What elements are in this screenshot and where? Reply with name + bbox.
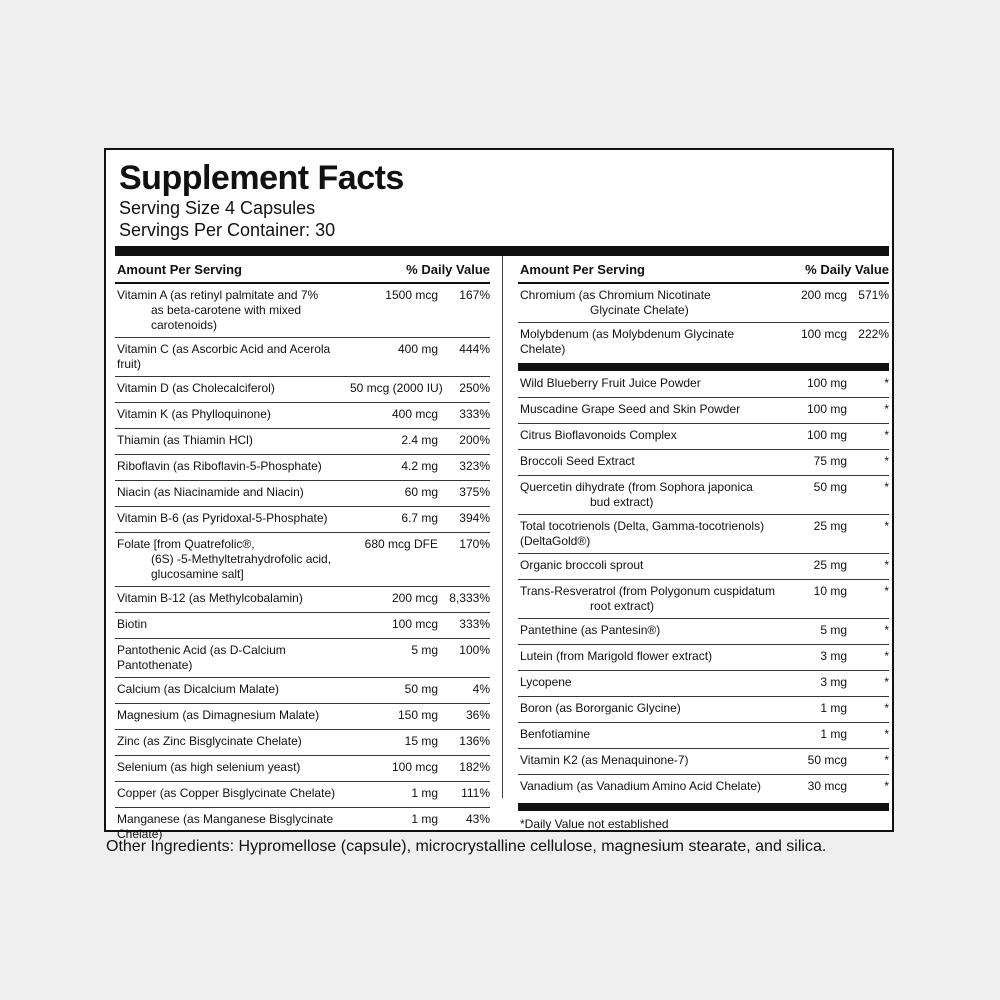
nutrient-name [520,584,777,614]
left-column [115,256,490,846]
nutrient-amount: 400 mcg [391,407,438,421]
nutrient-daily-value: 36% [465,708,490,722]
nutrient-name [117,342,350,372]
nutrient-label: Quercetin dihydrate (from Sophora japonica [520,480,753,494]
nutrient-name [117,734,350,749]
nutrient-row [115,730,490,756]
nutrient-amount: 100 mg [806,402,847,416]
nutrient-label: Vitamin B-12 (as Methylcobalamin) [117,591,303,605]
nutrient-row [518,723,889,749]
nutrient-name [520,675,777,690]
nutrient-daily-value: * [884,402,889,416]
nutrient-row [115,639,490,678]
nutrient-sublabel: root extract) [590,599,655,613]
nutrient-amount: 5 mg [820,623,847,637]
nutrient-amount: 50 mg [813,480,847,494]
nutrient-amount: 100 mcg [391,617,438,631]
amount-header: Amount Per Serving [520,261,645,277]
nutrient-label: Chromium (as Chromium Nicotinate [520,288,711,302]
nutrient-label: Manganese (as Manganese Bisglycinate Chelate) [117,812,334,841]
nutrient-amount: 1500 mcg [385,288,438,302]
column-divider [502,256,503,798]
nutrient-row [115,704,490,730]
nutrient-label: Organic broccoli sprout [520,558,644,572]
nutrient-name [520,454,777,469]
nutrient-name [520,753,777,768]
nutrient-label: Vitamin K2 (as Menaquinone-7) [520,753,689,767]
nutrient-amount: 6.7 mg [401,511,438,525]
nutrient-name [520,402,777,417]
nutrient-row [115,338,490,377]
nutrient-amount: 50 mg [404,682,438,696]
nutrient-label: Vitamin C (as Ascorbic Acid and Acerola fruit) [117,342,331,371]
nutrient-label: Broccoli Seed Extract [520,454,635,468]
nutrient-label: Molybdenum (as Molybdenum Glycinate Chelate) [520,327,735,356]
mid-divider-bar [518,363,889,371]
left-nutrient-list [115,284,490,846]
nutrient-row [115,284,490,338]
nutrient-name [117,407,350,422]
nutrient-daily-value: 4% [472,682,490,696]
nutrient-name [520,288,777,318]
serving-size: Serving Size 4 Capsules [119,198,316,218]
nutrient-label: Vitamin K (as Phylloquinone) [117,407,271,421]
bottom-divider-bar [518,803,889,811]
nutrient-name [117,617,350,632]
nutrient-name [117,485,350,500]
nutrient-name [117,459,350,474]
nutrient-amount: 1 mg [820,701,847,715]
nutrient-amount: 25 mg [813,558,847,572]
nutrient-amount: 60 mg [404,485,438,499]
nutrient-amount: 75 mg [813,454,847,468]
nutrient-name [520,327,777,357]
nutrient-row [115,613,490,639]
nutrient-amount: 25 mg [813,519,847,533]
nutrient-daily-value: * [884,623,889,637]
nutrient-row [115,481,490,507]
nutrient-name [520,376,777,391]
nutrient-label: Citrus Bioflavonoids Complex [520,428,677,442]
nutrient-name [117,591,350,606]
nutrient-name [520,727,777,742]
nutrient-row [518,398,889,424]
nutrient-row [115,429,490,455]
nutrient-daily-value: 111% [461,786,490,800]
nutrient-amount: 10 mg [813,584,847,598]
nutrient-label: Vanadium (as Vanadium Amino Acid Chelate) [520,779,762,793]
nutrient-row [518,424,889,450]
dv-footnote: *Daily Value not established [520,817,669,831]
right-column-header [518,256,889,284]
nutrient-row [518,580,889,619]
nutrient-label: Magnesium (as Dimagnesium Malate) [117,708,320,722]
nutrient-name [520,701,777,716]
nutrient-row [518,372,889,398]
nutrient-row [518,476,889,515]
nutrient-name [117,643,350,673]
nutrient-daily-value: * [884,649,889,663]
nutrient-daily-value: 8,333% [449,591,490,605]
nutrient-daily-value: * [884,727,889,741]
nutrient-name [520,623,777,638]
nutrient-name [520,779,777,794]
nutrient-daily-value: 200% [459,433,490,447]
nutrient-daily-value: * [884,428,889,442]
right-mineral-list [518,284,889,361]
nutrient-label: Vitamin D (as Cholecalciferol) [117,381,275,395]
nutrient-name [117,288,350,333]
nutrient-label: Copper (as Copper Bisglycinate Chelate) [117,786,336,800]
nutrient-amount: 1 mg [411,786,438,800]
nutrient-name [520,428,777,443]
nutrient-label: Calcium (as Dicalcium Malate) [117,682,280,696]
nutrient-row [115,756,490,782]
nutrient-name [117,786,350,801]
nutrient-daily-value: 250% [459,381,490,395]
nutrient-label: Lutein (from Marigold flower extract) [520,649,713,663]
nutrient-label: Vitamin A (as retinyl palmitate and 7% [117,288,319,302]
nutrient-row [115,782,490,808]
nutrient-amount: 50 mcg (2000 IU) [350,381,443,395]
nutrient-daily-value: 43% [465,812,490,826]
nutrient-amount: 30 mcg [807,779,847,793]
amount-header: Amount Per Serving [117,261,242,277]
nutrient-row [115,455,490,481]
nutrient-amount: 5 mg [411,643,438,657]
nutrient-label: Benfotiamine [520,727,591,741]
nutrient-row [115,403,490,429]
nutrient-label: Pantethine (as Pantesin®) [520,623,661,637]
nutrient-label: Vitamin B-6 (as Pyridoxal-5-Phosphate) [117,511,328,525]
nutrient-daily-value: * [884,376,889,390]
nutrient-name [117,682,350,697]
nutrient-sublabel: bud extract) [590,495,654,509]
dv-header: % Daily Value [406,261,490,277]
nutrient-label: Boron (as Bororganic Glycine) [520,701,681,715]
supplement-facts-panel [104,148,894,841]
nutrient-label: Pantothenic Acid (as D-Calcium Pantothenate) [117,643,286,672]
nutrient-row [115,377,490,403]
panel-title: Supplement Facts [119,159,404,197]
nutrient-name [520,558,777,573]
nutrient-daily-value: 333% [459,617,490,631]
nutrient-name [117,708,350,723]
nutrient-sublabel: (6S) -5-Methyltetrahydrofolic acid, glucosamine salt] [151,552,332,581]
nutrient-daily-value: * [884,753,889,767]
nutrient-amount: 100 mg [806,428,847,442]
nutrient-daily-value: * [884,675,889,689]
nutrient-amount: 200 mcg [391,591,438,605]
nutrient-daily-value: * [884,701,889,715]
nutrient-amount: 2.4 mg [401,433,438,447]
nutrient-amount: 15 mg [404,734,438,748]
nutrient-row [518,450,889,476]
nutrient-row [518,515,889,554]
nutrient-label: Wild Blueberry Fruit Juice Powder [520,376,701,390]
top-divider-bar [115,246,889,256]
nutrient-row [115,678,490,704]
nutrient-row [115,587,490,613]
nutrient-name [520,519,777,549]
nutrient-amount: 1 mg [820,727,847,741]
nutrient-name [520,649,777,664]
nutrient-name [117,381,350,396]
nutrient-row [518,671,889,697]
other-ingredients: Other Ingredients: Hypromellose (capsule), microcrystalline cellulose, magnesium stearate, and silica. [106,838,827,855]
nutrient-daily-value: * [884,558,889,572]
nutrient-amount: 200 mcg [800,288,847,302]
nutrient-daily-value: 444% [459,342,490,356]
nutrient-name [117,511,350,526]
nutrient-label: Niacin (as Niacinamide and Niacin) [117,485,304,499]
nutrient-sublabel: as beta-carotene with mixed carotenoids) [151,303,302,332]
nutrient-daily-value: 323% [459,459,490,473]
nutrient-daily-value: 182% [459,760,490,774]
nutrient-row [115,507,490,533]
nutrient-amount: 100 mg [806,376,847,390]
nutrient-amount: 3 mg [820,649,847,663]
nutrient-daily-value: 571% [858,288,889,302]
nutrient-amount: 400 mg [397,342,438,356]
left-column-header [115,256,490,284]
nutrient-name [117,537,350,582]
nutrient-daily-value: 100% [459,643,490,657]
servings-per-container: Servings Per Container: 30 [119,220,336,240]
nutrient-label: Riboflavin (as Riboflavin-5-Phosphate) [117,459,322,473]
nutrient-row [518,619,889,645]
nutrient-daily-value: * [884,480,889,494]
nutrient-row [518,775,889,801]
nutrient-daily-value: 394% [459,511,490,525]
nutrient-amount: 1 mg [411,812,438,826]
nutrient-daily-value: * [884,779,889,793]
nutrient-daily-value: * [884,584,889,598]
nutrient-sublabel: Glycinate Chelate) [590,303,689,317]
nutrient-daily-value: * [884,519,889,533]
nutrient-daily-value: 222% [858,327,889,341]
nutrient-label: Total tocotrienols (Delta, Gamma-tocotrienols) (DeltaGold®) [520,519,765,548]
nutrient-amount: 50 mcg [807,753,847,767]
nutrient-row [518,554,889,580]
nutrient-row [518,284,889,323]
dv-header: % Daily Value [805,261,889,277]
nutrient-daily-value: 375% [459,485,490,499]
nutrient-name [520,480,777,510]
nutrient-amount: 4.2 mg [401,459,438,473]
nutrient-daily-value: 333% [459,407,490,421]
nutrient-amount: 100 mcg [391,760,438,774]
nutrient-label: Folate [from Quatrefolic®, [117,537,255,551]
nutrient-row [518,749,889,775]
nutrient-label: Muscadine Grape Seed and Skin Powder [520,402,741,416]
nutrient-amount: 680 mcg DFE [364,537,438,551]
nutrient-amount: 150 mg [397,708,438,722]
nutrient-row [115,533,490,587]
nutrient-amount: 3 mg [820,675,847,689]
nutrient-name [117,433,350,448]
nutrient-label: Selenium (as high selenium yeast) [117,760,301,774]
nutrient-row [518,697,889,723]
nutrient-row [518,645,889,671]
nutrient-label: Zinc (as Zinc Bisglycinate Chelate) [117,734,302,748]
nutrient-row [518,323,889,361]
nutrient-label: Thiamin (as Thiamin HCl) [117,433,253,447]
nutrient-amount: 100 mcg [800,327,847,341]
nutrient-daily-value: 170% [459,537,490,551]
nutrient-label: Biotin [117,617,148,631]
nutrient-daily-value: * [884,454,889,468]
nutrient-name [117,760,350,775]
nutrient-daily-value: 167% [459,288,490,302]
right-column [518,256,889,831]
right-botanical-list [518,372,889,801]
nutrient-daily-value: 136% [459,734,490,748]
nutrient-label: Trans-Resveratrol (from Polygonum cuspidatum [520,584,775,598]
nutrient-label: Lycopene [520,675,572,689]
